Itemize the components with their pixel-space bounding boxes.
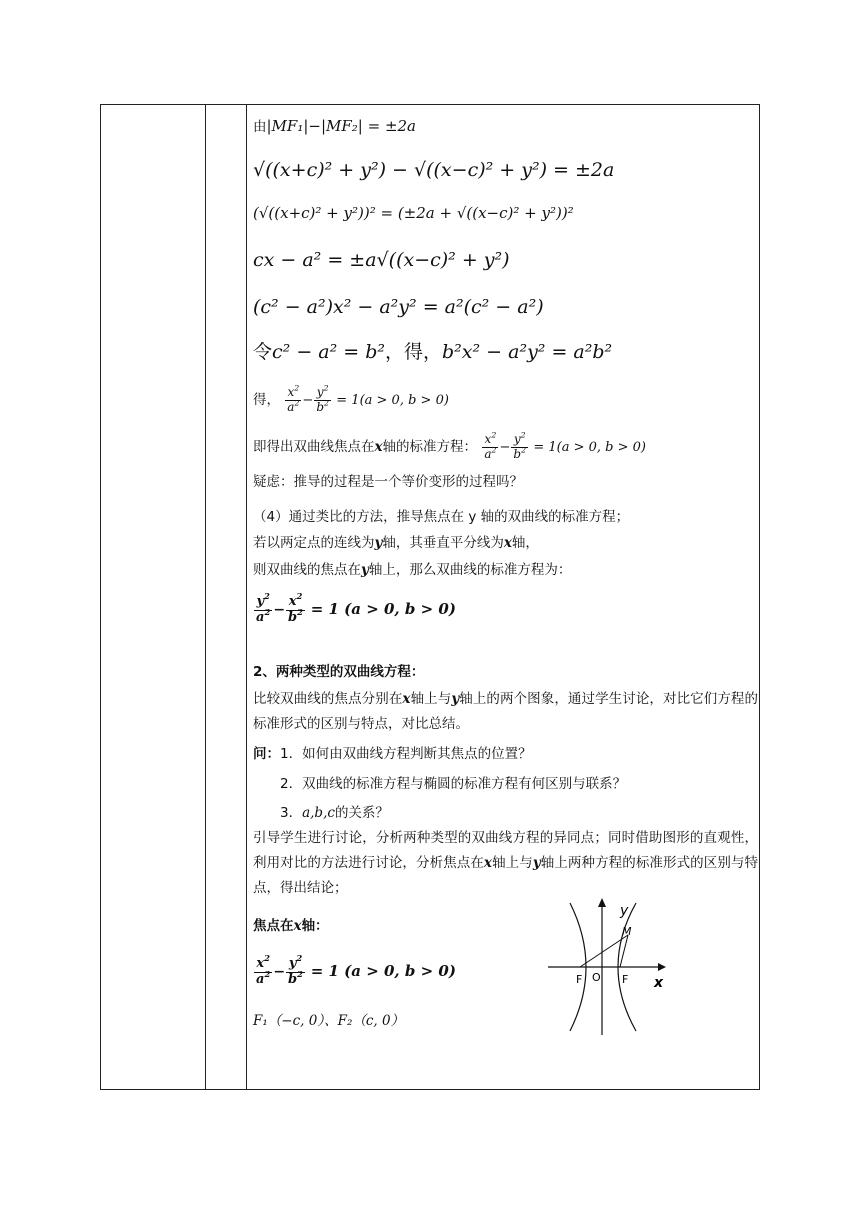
para-guide [253, 826, 758, 901]
eq8-suffix: 轴的标准方程： [382, 439, 478, 455]
frac-y2-b2-c: $\frac{y^2}{b^2}$ [288, 952, 304, 987]
eq6-prefix: 令 [253, 341, 273, 363]
graph-f2-label: F [622, 973, 629, 986]
hyperbola-graph [548, 895, 668, 1035]
step4b-c: 轴， [511, 535, 539, 551]
eq6-let: c² − a² = b² [272, 341, 385, 363]
eq1-prefix: 由 [253, 119, 267, 135]
frac-x2-b2: $\frac{x^2}{b^2}$ [288, 590, 304, 625]
eqY-cond: = 1 (a > 0, b > 0) [310, 600, 456, 618]
para1-x: x [402, 691, 411, 707]
q3-text: 的关系？ [334, 805, 389, 821]
graph-o-label: O [592, 971, 601, 984]
frac-y2-b2-b: $\frac{y^2}{b^2}$ [513, 430, 527, 461]
foci-coordinates: F₁（−c, 0）、F₂（c, 0） [253, 1013, 405, 1029]
eq8-cond: = 1(a > 0, b > 0) [533, 440, 646, 455]
eq-expanded: (c² − a²)x² − a²y² = a²(c² − a²) [253, 296, 544, 318]
eq-squared: (√((x+c)² + y²))² = (±2a + √((x−c)² + y²))² [253, 204, 574, 222]
para1-a: 比较双曲线的焦点分别在 [253, 691, 403, 707]
step4c-text [253, 560, 571, 580]
para-compare [253, 687, 758, 737]
eq-standard-y: $\frac{y^2}{a^2}$ − $\frac{x^2}{b^2}$ = 1 (a > 0, b > 0) [256, 590, 456, 625]
question-3 [280, 803, 389, 823]
focusX-b: 轴： [301, 918, 329, 934]
eq7-cond: = 1(a > 0, b > 0) [336, 393, 449, 408]
para2-a: 引导学生进行讨论，分析两种类型的双曲线方程的异同点；同时借助图形的直观性，利用对比的方法进行讨论，分析焦点在 [253, 830, 758, 871]
eq-sqrt-difference: √((x+c)² + y²) − √((x−c)² + y²) = ±2a [253, 159, 615, 181]
eq7-prefix: 得， [253, 392, 280, 408]
q3-number: 3． [280, 805, 303, 821]
step4b-y: y [374, 535, 383, 551]
eq-standard-x-conclusion: 即得出双曲线焦点在x轴的标准方程： $\frac{x^2}{a^2}$ − $\frac{y^2}{b^2}$ = 1(a > 0, b > 0) [253, 430, 646, 461]
frac-y2-b2: $\frac{y^2}{b^2}$ [316, 383, 329, 414]
eq-simplified: cx − a² = ±a√((x−c)² + y²) [253, 249, 510, 271]
graph-x-label: x [654, 975, 664, 991]
frac-x2-a2-b: $\frac{x^2}{a^2}$ [484, 430, 497, 461]
frac-y2-a2: $\frac{y^2}{a^2}$ [256, 590, 271, 625]
q3-var: a,b,c [302, 805, 335, 821]
frac-x2-a2-c: $\frac{x^2}{a^2}$ [256, 952, 271, 987]
eq1-formula: |MF₁|−|MF₂| = ±2a [266, 117, 417, 135]
column-divider-2 [246, 105, 247, 1089]
step4c-b: 轴上，那么双曲线的标准方程为： [368, 562, 572, 578]
eq-standard-x-bold: $\frac{x^2}{a^2}$ − $\frac{y^2}{b^2}$ = 1 (a > 0, b > 0) [256, 952, 456, 987]
y-axis-arrow-icon [598, 898, 606, 907]
step4b-a: 若以两定点的连线为 [253, 535, 375, 551]
frac-x2-a2: $\frac{x^2}{a^2}$ [287, 383, 300, 414]
step4b-x: x [503, 535, 512, 551]
graph-f1-label: F [576, 973, 583, 986]
question-1 [253, 744, 532, 764]
column-divider-1 [205, 105, 206, 1089]
eq-substitution [253, 342, 612, 364]
para1-y: y [451, 691, 460, 707]
step4c-a: 则双曲线的焦点在 [253, 562, 361, 578]
question-2: 2．双曲线的标准方程与椭圆的标准方程有何区别与联系？ [280, 776, 627, 792]
eq8-axis: x [374, 439, 383, 455]
eq8-prefix: 即得出双曲线焦点在 [253, 439, 375, 455]
eqX-cond: = 1 (a > 0, b > 0) [310, 962, 456, 980]
eq-definition [253, 116, 416, 137]
focus-x-heading [253, 916, 329, 936]
step4b-b: 轴，其垂直平分线为 [382, 535, 504, 551]
focusX-a: 焦点在 [253, 918, 294, 934]
para1-b: 轴上与 [410, 691, 452, 707]
graph-m-label: M [622, 925, 632, 938]
para2-c: 轴上两种方程的标准形式的区别与特点，得出结论； [253, 855, 759, 896]
eq6-mid: ，得， [385, 341, 443, 363]
eq6-result: b²x² − a²y² = a²b² [442, 341, 613, 363]
x-axis-arrow-icon [658, 963, 666, 971]
step4c-y: y [361, 562, 369, 578]
doubt-text: 疑虑：推导的过程是一个等价变形的过程吗？ [253, 474, 523, 490]
question-label: 问： [253, 746, 280, 762]
para2-y: y [532, 855, 541, 871]
section-2-title: 2、两种类型的双曲线方程： [253, 664, 425, 680]
eq-standard-x: 得， $\frac{x^2}{a^2}$ − $\frac{y^2}{b^2}$ = 1(a > 0, b > 0) [253, 383, 449, 414]
step4-text: （4）通过类比的方法，推导焦点在 y 轴的双曲线的标准方程； [253, 509, 630, 525]
step4b-text [253, 533, 539, 553]
para1-c: 轴上的两个图象，通过学生讨论，对比它们方程的标准形式的区别与特点，对比总结。 [253, 691, 759, 732]
focusX-x: x [293, 918, 302, 934]
q1-text: 1．如何由双曲线方程判断其焦点的位置？ [280, 746, 532, 762]
para2-x: x [483, 855, 492, 871]
para2-b: 轴上与 [491, 855, 533, 871]
graph-y-label: y [620, 903, 629, 919]
